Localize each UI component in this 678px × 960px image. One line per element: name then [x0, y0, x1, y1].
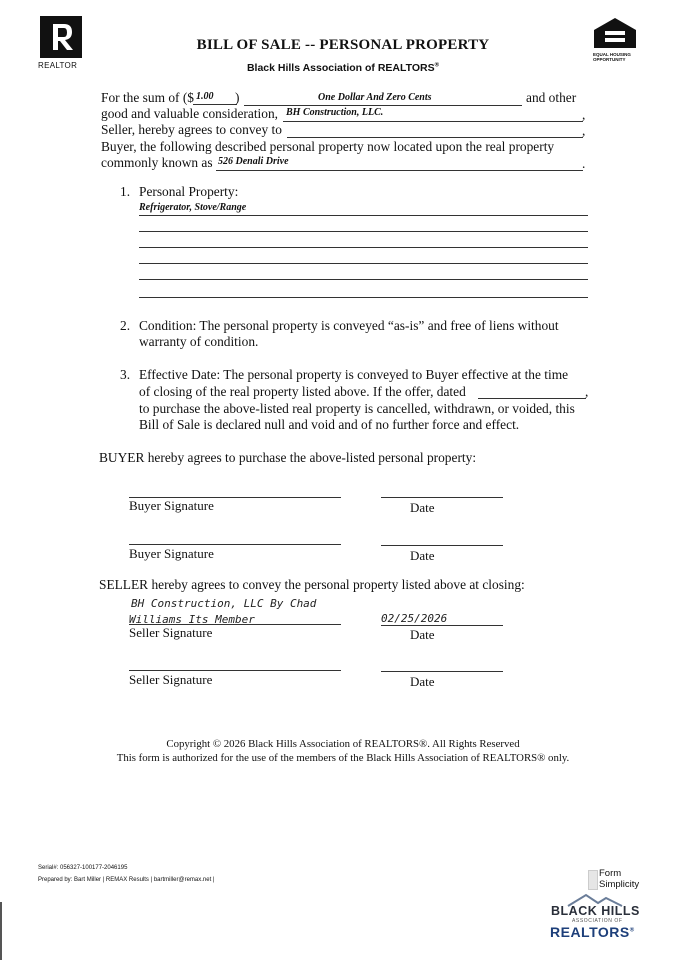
- bh-logo-line-3: REALTORS®: [550, 924, 635, 940]
- item-2-number: 2.: [120, 318, 131, 333]
- amount-close-paren: ): [235, 90, 240, 105]
- bh-logo-realtors-text: REALTORS: [550, 924, 630, 940]
- equal-housing-logo: [590, 16, 640, 64]
- intro-line-4: Buyer, the following described personal property now located upon the real property: [101, 139, 555, 154]
- eho-line-1: EQUAL HOUSING: [593, 52, 631, 57]
- intro-line-5-end: .: [582, 156, 586, 171]
- seller-signature-label-2: Seller Signature: [129, 672, 213, 687]
- seller-signature-hand-2: Williams Its Member: [129, 613, 255, 626]
- scan-edge-mark: [0, 902, 2, 960]
- prepared-by: Prepared by: Bart Miller | REMAX Results | bartmiller@remax.net |: [38, 877, 215, 883]
- eho-line-2: OPPORTUNITY: [593, 57, 626, 62]
- offer-date-line: [478, 398, 586, 399]
- intro-line-1-suffix: and other: [526, 90, 577, 105]
- seller-name-line: [283, 121, 583, 122]
- formsimplicity-icon: [588, 870, 598, 890]
- property-address-value: 526 Denali Drive: [218, 156, 289, 167]
- item-3-line-2-prefix: of closing of the real property listed above. If the offer, dated: [139, 384, 466, 399]
- item-3-line-4: Bill of Sale is declared null and void and of no further force and effect.: [139, 417, 520, 432]
- formsimplicity-text-2: Simplicity: [599, 879, 640, 890]
- item-2-line-2: warranty of condition.: [139, 334, 259, 349]
- intro-line-1-prefix: For the sum of ($: [101, 90, 194, 105]
- item-2-line-1: Condition: The personal property is conveyed “as-is” and free of liens without: [139, 318, 559, 333]
- item-3-line-3: to purchase the above-listed real property is cancelled, withdrawn, or voided, this: [139, 401, 575, 416]
- property-line-3: [139, 247, 588, 248]
- property-line-4: [139, 263, 588, 264]
- bh-logo-line-1: BLACK HILLS: [551, 904, 640, 918]
- formsimplicity-text-1: Form: [599, 868, 622, 879]
- item-3-line-1: Effective Date: The personal property is conveyed to Buyer effective at the time: [139, 367, 569, 382]
- amount-field-line: [193, 104, 237, 105]
- black-hills-realtors-logo: [546, 893, 646, 943]
- item-3-line-2-end: ,: [585, 384, 589, 399]
- personal-property-value: Refrigerator, Stove/Range: [139, 202, 247, 213]
- amount-words-value: One Dollar And Zero Cents: [318, 92, 432, 103]
- buyer-date-line-1: [381, 497, 503, 498]
- bh-logo-line-2: ASSOCIATION OF: [572, 918, 623, 924]
- seller-name-value: BH Construction, LLC.: [286, 107, 384, 118]
- subtitle-text: Black Hills Association of REALTORS: [246, 62, 435, 74]
- item-1-label: Personal Property:: [139, 184, 239, 199]
- seller-date-hand: 02/25/2026: [381, 612, 448, 625]
- buyer-signature-label-1: Buyer Signature: [129, 498, 214, 513]
- amount-value: 1.00: [196, 91, 214, 102]
- authorized-text: This form is authorized for the use of the members of the Black Hills Association of REALTORS® only.: [116, 752, 570, 764]
- buyer-signature-label-2: Buyer Signature: [129, 546, 214, 561]
- seller-statement: SELLER hereby agrees to convey the personal property listed above at closing:: [99, 577, 525, 592]
- formsimplicity-logo: [588, 868, 648, 894]
- seller-date-label-1: Date: [410, 627, 435, 642]
- document-subtitle: Black Hills Association of REALTORS®: [246, 62, 440, 74]
- intro-line-3-end: ,: [582, 123, 586, 138]
- item-1-number: 1.: [120, 184, 131, 199]
- seller-date-label-2: Date: [410, 674, 435, 689]
- property-line-2: [139, 231, 588, 232]
- seller-date-line-2: [381, 671, 503, 672]
- property-address-line: [216, 170, 583, 171]
- property-line-1: [139, 215, 588, 216]
- buyer-signature-line-2: [129, 544, 341, 545]
- serial-number: Serial#: 056327-100177-2046195: [38, 865, 128, 871]
- intro-line-3-prefix: Seller, hereby agrees to convey to: [101, 122, 282, 137]
- buyer-date-label-1: Date: [410, 500, 435, 515]
- seller-date-line-1: [381, 625, 503, 626]
- intro-line-2-end: ,: [582, 107, 586, 122]
- amount-words-line: [244, 105, 522, 106]
- buyer-name-line: [287, 137, 583, 138]
- item-3-number: 3.: [120, 367, 131, 382]
- seller-signature-label-1: Seller Signature: [129, 625, 213, 640]
- intro-line-5-prefix: commonly known as: [101, 155, 213, 170]
- property-line-5: [139, 279, 588, 280]
- document-title: BILL OF SALE -- PERSONAL PROPERTY: [196, 37, 490, 53]
- copyright-text: Copyright © 2026 Black Hills Association of REALTORS®. All Rights Reserved: [166, 738, 520, 750]
- property-line-6: [139, 297, 588, 298]
- buyer-date-line-2: [381, 545, 503, 546]
- intro-line-2-prefix: good and valuable consideration,: [101, 106, 279, 121]
- realtor-logo-text: REALTOR: [38, 61, 78, 70]
- equal-housing-icon: [590, 16, 640, 50]
- seller-signature-hand-1: BH Construction, LLC By Chad: [131, 597, 317, 610]
- buyer-statement: BUYER hereby agrees to purchase the above-listed personal property:: [99, 450, 477, 465]
- seller-signature-line-2: [129, 670, 341, 671]
- buyer-date-label-2: Date: [410, 548, 435, 563]
